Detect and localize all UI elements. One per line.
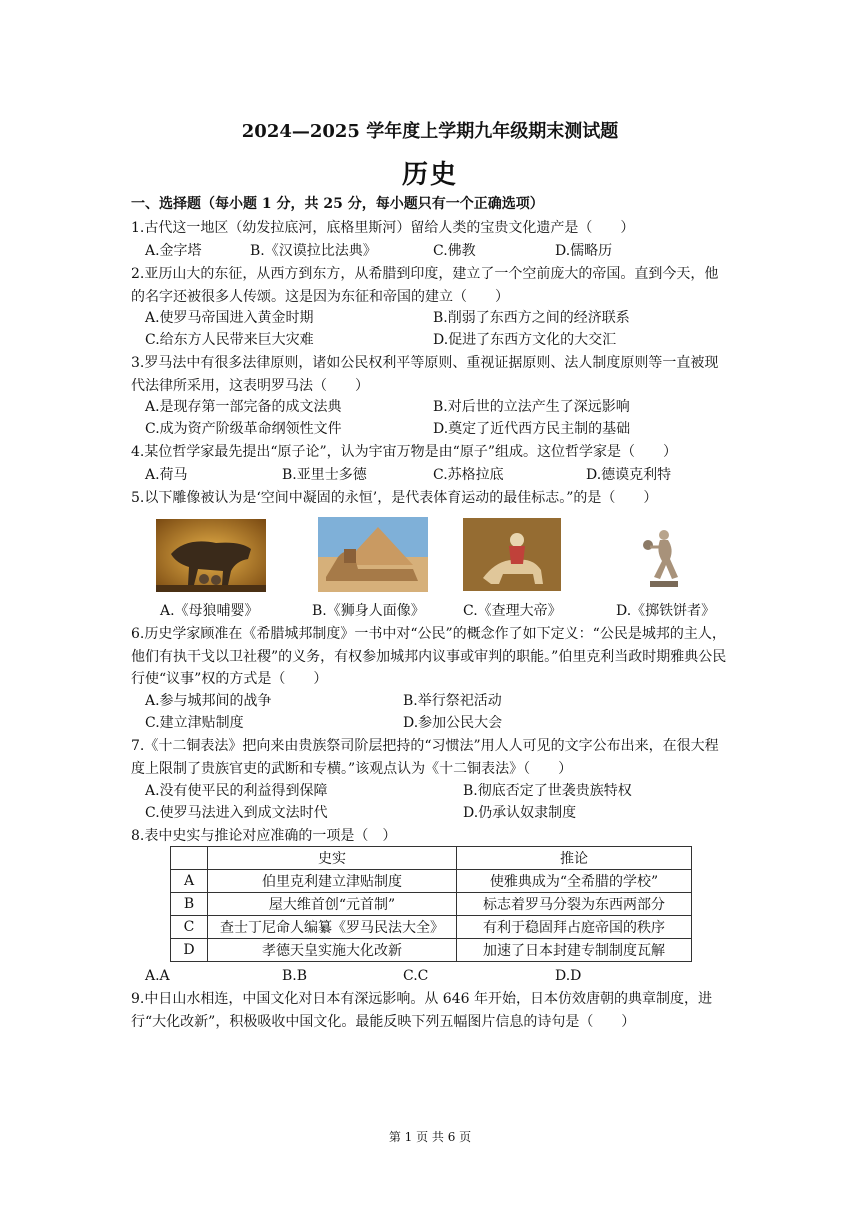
question-1-stem: 1.古代这一地区（幼发拉底河，底格里斯河）留给人类的宝贵文化遗产是（ ） [131,220,635,236]
q5-option-a: A.《母狼哺婴》 [160,603,259,619]
q1-option-a: A.金字塔 [145,243,202,259]
table-row [171,893,692,916]
table-header-cell [171,847,208,870]
q3-option-b: B.对后世的立法产生了深远影响 [433,399,630,415]
q3-option-c: C.成为资产阶级革命纲领性文件 [145,421,342,437]
table-cell: 查士丁尼命人编纂《罗马民法大全》 [208,916,457,939]
table-cell: A [171,870,208,893]
table-row [171,916,692,939]
table-cell: 标志着罗马分裂为东西两部分 [457,893,692,916]
question-6-stem: 6.历史学家顾准在《希腊城邦制度》一书中对“公民”的概念作了如下定义：“公民是城邦的主人，他们有执干戈以卫社稷”的义务，有权参加城邦内议事或审判的职能。”伯里克利当政时期雅典公民行使“议事”权的方式是（ ） [131,626,727,687]
table-header-cell: 推论 [457,847,692,870]
q4-option-d: D.德谟克利特 [586,467,672,483]
question-2-stem: 2.亚历山大的东征，从西方到东方，从希腊到印度，建立了一个空前庞大的帝国。直到今天，他的名字还被很多人传颂。这是因为东征和帝国的建立（ ） [131,266,719,305]
q6-option-c: C.建立津贴制度 [145,715,244,731]
question-5-stem: 5.以下雕像被认为是‘空间中凝固的永恒’，是代表体育运动的最佳标志。”的是（ ） [131,490,658,506]
q3-option-d: D.奠定了近代西方民主制的基础 [433,421,631,437]
q1-option-d: D.儒略历 [555,243,613,259]
subject-title: 历史 [401,160,458,190]
question-8-stem: 8.表中史实与推论对应准确的一项是（ ） [131,828,397,844]
table-row [171,870,692,893]
table-cell: 有利于稳固拜占庭帝国的秩序 [457,916,692,939]
question-3-stem: 3.罗马法中有很多法律原则，诸如公民权利平等原则、重视证据原则、法人制度原则等一直被现代法律所采用，这表明罗马法（ ） [131,355,719,394]
page-footer: 第 1 页 共 6 页 [388,1130,472,1144]
q7-option-b: B.彻底否定了世袭贵族特权 [463,783,632,799]
q5-option-c: C.《查理大帝》 [463,603,562,619]
q2-option-d: D.促进了东西方文化的大交汇 [433,332,617,348]
q4-option-c: C.苏格拉底 [433,467,504,483]
table-header-cell: 史实 [208,847,457,870]
she-wolf-statue-image [156,519,266,592]
q4-option-a: A.荷马 [145,467,188,483]
history-table [170,846,692,962]
table-cell: 孝德天皇实施大化改新 [208,939,457,962]
q7-option-c: C.使罗马法进入到成文法时代 [145,805,328,821]
q7-option-d: D.仍承认奴隶制度 [463,805,577,821]
q1-option-b: B.《汉谟拉比法典》 [250,243,377,259]
table-cell: D [171,939,208,962]
q2-option-c: C.给东方人民带来巨大灾难 [145,332,314,348]
sphinx-image [318,517,428,592]
table-cell: B [171,893,208,916]
table-cell: 屋大维首创“元首制” [208,893,457,916]
q3-option-a: A.是现存第一部完备的成文法典 [145,399,342,415]
q6-option-d: D.参加公民大会 [403,715,503,731]
q8-option-a: A.A [145,968,170,984]
q1-option-c: C.佛教 [433,243,476,259]
discobolus-statue-image [636,521,692,593]
q5-option-d: D.《掷铁饼者》 [616,603,716,619]
table-cell: 使雅典成为“全希腊的学校” [457,870,692,893]
section-heading: 一、选择题（每小题 1 分，共 25 分，每小题只有一个正确选项） [131,196,544,212]
table-cell: 加速了日本封建专制制度瓦解 [457,939,692,962]
table-row [171,939,692,962]
question-7-stem: 7.《十二铜表法》把向来由贵族祭司阶层把持的“习惯法”用人人可见的文字公布出来，在很大程度上限制了贵族官吏的武断和专横。”该观点认为《十二铜表法》（ ） [131,738,719,777]
q6-option-a: A.参与城邦间的战争 [145,693,272,709]
table-header-row [171,847,692,870]
q2-option-a: A.使罗马帝国进入黄金时期 [145,310,314,326]
charlemagne-statue-image [463,518,561,591]
q8-option-d: D.D [555,968,582,984]
table-cell: C [171,916,208,939]
q6-option-b: B.举行祭祀活动 [403,693,502,709]
q7-option-a: A.没有使平民的利益得到保障 [145,783,328,799]
exam-title: 2024—2025 学年度上学期九年级期末测试题 [241,121,619,142]
q8-option-c: C.C [403,968,429,984]
table-cell: 伯里克利建立津贴制度 [208,870,457,893]
question-9-stem: 9.中日山水相连，中国文化对日本有深远影响。从 646 年开始，日本仿效唐朝的典章制度，进行“大化改新”，积极吸收中国文化。最能反映下列五幅图片信息的诗句是（ ） [131,991,712,1030]
q4-option-b: B.亚里士多德 [282,467,367,483]
question-4-stem: 4.某位哲学家最先提出“原子论”，认为宇宙万物是由“原子”组成。这位哲学家是（ ） [131,444,677,460]
q8-option-b: B.B [282,968,308,984]
q2-option-b: B.削弱了东西方之间的经济联系 [433,310,630,326]
q5-option-b: B.《狮身人面像》 [312,603,425,619]
